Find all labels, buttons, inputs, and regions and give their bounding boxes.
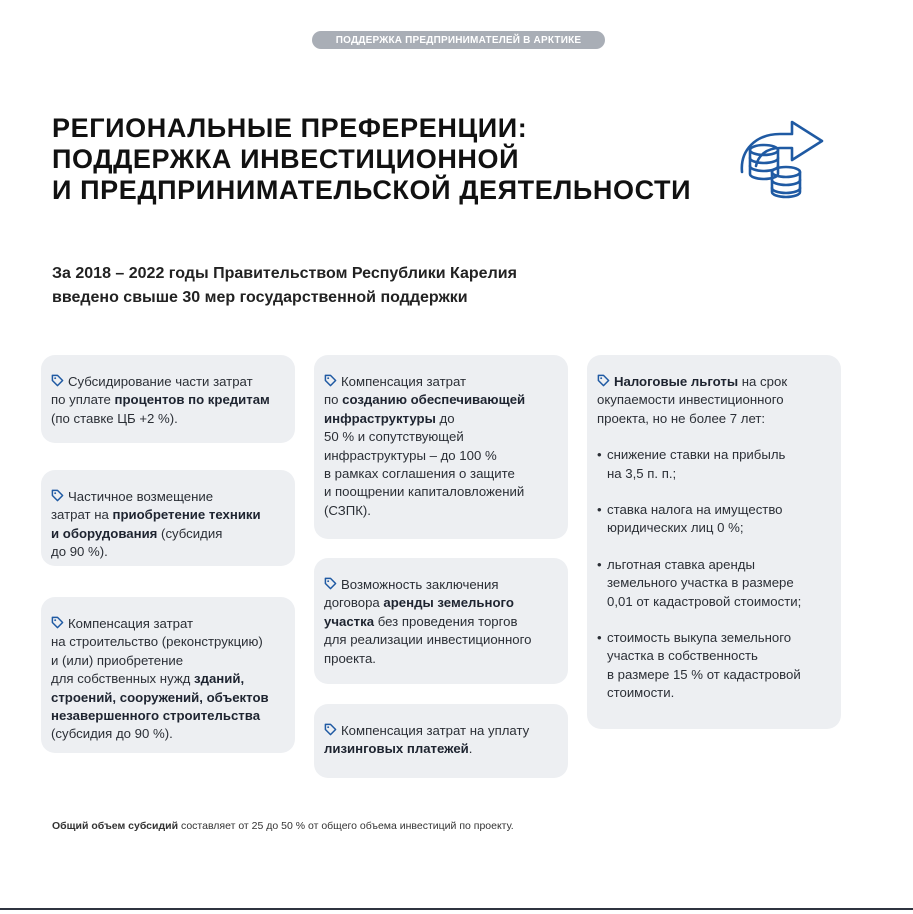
card-interest-subsidy [41,355,295,443]
card-text: Компенсация затрат на уплату лизинговых платежей. [324,723,530,757]
title-line-2: ПОДДЕРЖКА ИНВЕСТИЦИОННОЙ [52,144,520,174]
card-construction-compensation [41,597,295,753]
intro-line-2: введено свыше 30 мер государственной поддержки [52,289,468,306]
list-item: • стоимость выкупа земельного участка в собственность в размере 15 % от кадастровой стоимости. [597,629,831,703]
tag-icon [324,374,337,387]
tag-icon [51,616,64,629]
card-text: Компенсация затрат на строительство (реконструкцию) и (или) приобретение для собственных нужд зданий, строений, сооружений, объектов незавершенного строительства (субсидия до 90 %). [51,616,269,742]
page-title [52,113,712,206]
section-label: ПОДДЕРЖКА ПРЕДПРИНИМАТЕЛЕЙ В АРКТИКЕ [312,31,605,49]
list-item: • ставка налога на имущество юридических лиц 0 %; [597,501,831,538]
card-text: Налоговые льготы на срок окупаемости инвестиционного проекта, но не более 7 лет: [597,374,788,426]
tag-icon [324,577,337,590]
card-tax-benefits [587,355,841,729]
card-leasing-compensation [314,704,568,778]
footnote: Общий объем субсидий составляет от 25 до 50 % от общего объема инвестиций по проекту. [52,820,514,832]
card-land-lease [314,558,568,684]
card-text: Субсидирование части затрат по уплате процентов по кредитам (по ставке ЦБ +2 %). [51,374,270,426]
card-infrastructure-compensation [314,355,568,539]
card-equipment-compensation [41,470,295,566]
tag-icon [51,374,64,387]
tax-benefits-list [597,446,831,702]
tag-icon [597,374,610,387]
intro-text [52,262,612,310]
title-line-3: И ПРЕДПРИНИМАТЕЛЬСКОЙ ДЕЯТЕЛЬНОСТИ [52,175,692,205]
tag-icon [324,723,337,736]
coins-arrow-icon [728,110,828,206]
list-item: • снижение ставки на прибыль на 3,5 п. п.; [597,446,831,483]
title-line-1: РЕГИОНАЛЬНЫЕ ПРЕФЕРЕНЦИИ: [52,113,528,143]
list-item: • льготная ставка аренды земельного участка в размере 0,01 от кадастровой стоимости; [597,556,831,611]
bottom-divider [0,908,913,910]
card-text: Компенсация затрат по созданию обеспечивающей инфраструктуры до 50 % и сопутствующей инфраструктуры – до 100 % в рамках соглашения о защите и поощрении капиталовложений (СЗПК). [324,374,526,518]
card-text: Возможность заключения договора аренды земельного участка без проведения торгов для реализации инвестиционного проекта. [324,577,532,666]
card-text: Частичное возмещение затрат на приобретение техники и оборудования (субсидия до 90 %). [51,489,261,560]
intro-line-1: За 2018 – 2022 годы Правительством Республики Карелия [52,265,517,282]
tag-icon [51,489,64,502]
